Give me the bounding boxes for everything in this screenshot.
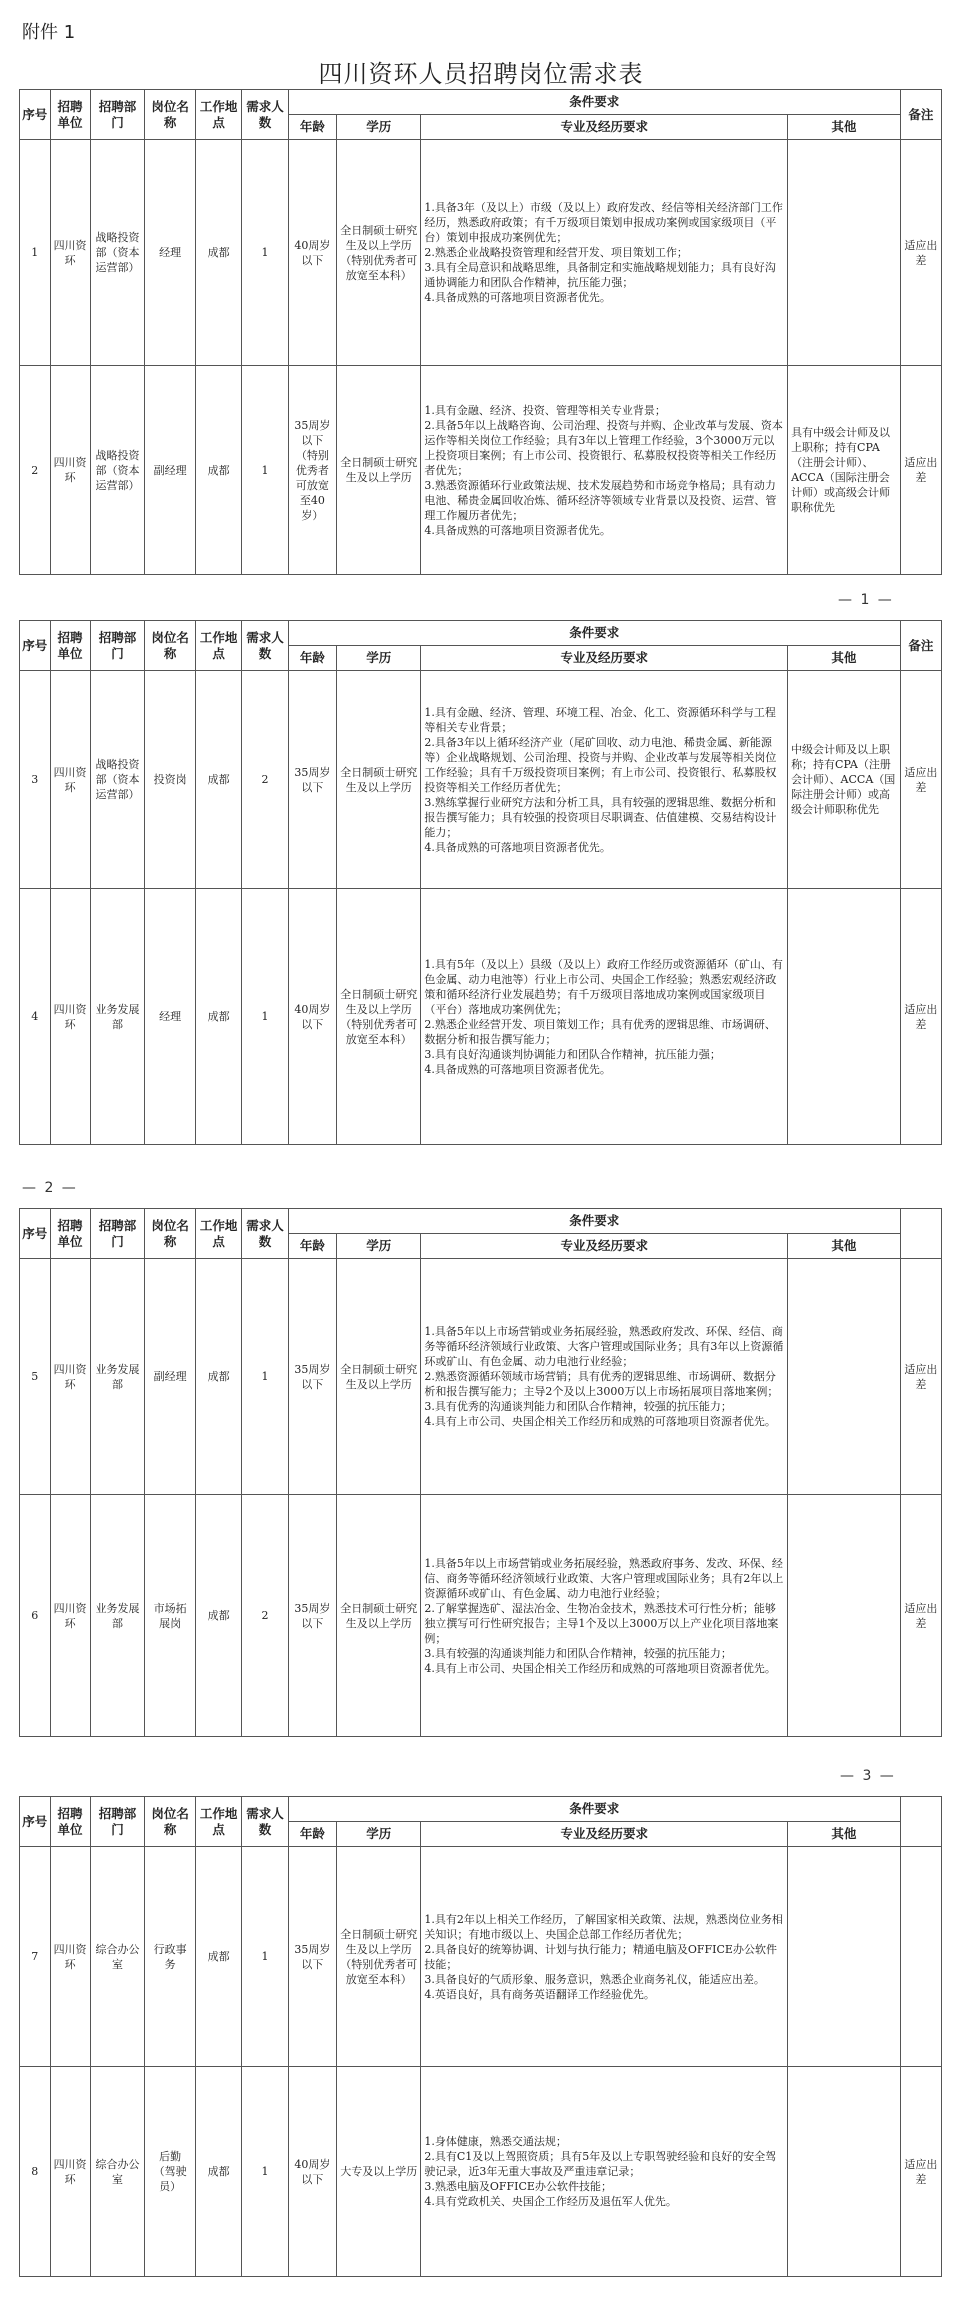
table-row xyxy=(20,1847,942,2067)
cell-age: 35周岁以下 xyxy=(288,1847,336,2067)
requirement-item: 4.具备成熟的可落地项目资源者优先。 xyxy=(424,523,611,537)
cell-headcount: 2 xyxy=(242,671,288,889)
cell-seq: 2 xyxy=(20,366,51,575)
requirement-item: 3.具有全局意识和战略思维，具备制定和实施战略规划能力；具有良好沟通协调能力和团队合作精神，抗压能力强； xyxy=(424,261,776,289)
cell-seq: 5 xyxy=(20,1259,51,1495)
header-education: 学历 xyxy=(337,1234,421,1259)
header-unit: 招聘单位 xyxy=(50,621,90,671)
cell-education: 大专及以上学历 xyxy=(337,2067,421,2277)
requirement-item: 1.身体健康，熟悉交通法规； xyxy=(424,2135,567,2148)
cell-other xyxy=(788,140,901,366)
requirement-item: 2.具备良好的统筹协调、计划与执行能力；精通电脑及OFFICE办公软件技能； xyxy=(424,1942,777,1971)
requirement-item: 2.具备3年以上循环经济产业（尾矿回收、动力电池、稀贵金属、新能源等）企业战略规划、公司治理、投资与并购、企业改革与发展等相关岗位工作经验；具有千万级投资项目案例；有上市公司、投资银行、私募股权投资等相关工作经历者优先； xyxy=(424,735,777,794)
header-headcount: 需求人数 xyxy=(242,621,288,671)
cell-remarks: 适应出差 xyxy=(900,1495,941,1737)
header-row xyxy=(20,1797,942,1822)
header-requirements: 专业及经历要求 xyxy=(421,1822,788,1847)
cell-requirements xyxy=(421,671,788,889)
cell-location: 成都 xyxy=(195,1495,241,1737)
cell-other xyxy=(788,889,901,1145)
cell-position: 副经理 xyxy=(145,366,196,575)
header-seq: 序号 xyxy=(20,1797,51,1847)
header-seq: 序号 xyxy=(20,1209,51,1259)
cell-dept: 业务发展部 xyxy=(90,889,145,1145)
header-age: 年龄 xyxy=(288,115,336,140)
requirement-item: 1.具备5年以上市场营销或业务拓展经验，熟悉政府事务、发改、环保、经信、商务等循环经济领域行业政策、大客户管理或国际业务；具有2年以上资源循环或矿山、有色金属、动力电池行业经验； xyxy=(424,1556,784,1600)
cell-location: 成都 xyxy=(195,1847,241,2067)
cell-location: 成都 xyxy=(195,140,241,366)
cell-age: 40周岁以下 xyxy=(288,140,336,366)
cell-education: 全日制硕士研究生及以上学历 xyxy=(337,671,421,889)
requirement-item: 3.熟悉资源循环行业政策法规、技术发展趋势和市场竞争格局；具有动力电池、稀贵金属回收冶炼、循环经济等领域专业背景以及投资、运营、管理工作履历者优先； xyxy=(424,478,777,522)
header-dept: 招聘部门 xyxy=(90,1209,145,1259)
cell-position: 后勤（驾驶员） xyxy=(145,2067,196,2277)
cell-seq: 6 xyxy=(20,1495,51,1737)
cell-unit: 四川资环 xyxy=(50,140,90,366)
cell-age: 35周岁以下 xyxy=(288,1495,336,1737)
cell-education: 全日制硕士研究生及以上学历 xyxy=(337,1259,421,1495)
cell-headcount: 1 xyxy=(242,2067,288,2277)
requirement-item: 1.具有金融、经济、管理、环境工程、冶金、化工、资源循环科学与工程等相关专业背景； xyxy=(424,705,776,734)
cell-seq: 7 xyxy=(20,1847,51,2067)
cell-unit: 四川资环 xyxy=(50,2067,90,2277)
header-requirements: 专业及经历要求 xyxy=(421,646,788,671)
cell-location: 成都 xyxy=(195,671,241,889)
cell-requirements xyxy=(421,1847,788,2067)
header-other: 其他 xyxy=(788,115,901,140)
cell-unit: 四川资环 xyxy=(50,1495,90,1737)
requirement-item: 4.具有上市公司、央国企相关工作经历和成熟的可落地项目资源者优先。 xyxy=(424,1661,776,1675)
header-row xyxy=(20,621,942,646)
cell-unit: 四川资环 xyxy=(50,1259,90,1495)
header-position: 岗位名称 xyxy=(145,90,196,140)
cell-education: 全日制硕士研究生及以上学历（特别优秀者可放宽至本科） xyxy=(337,1847,421,2067)
cell-unit: 四川资环 xyxy=(50,1847,90,2067)
page-number-2: — 2 — xyxy=(22,1180,78,1196)
header-age: 年龄 xyxy=(288,646,336,671)
requirement-item: 4.具备成熟的可落地项目资源者优先。 xyxy=(424,291,611,304)
header-other: 其他 xyxy=(788,646,901,671)
header-seq: 序号 xyxy=(20,621,51,671)
cell-requirements xyxy=(421,889,788,1145)
table-row xyxy=(20,1495,942,1737)
header-conditions: 条件要求 xyxy=(288,1797,900,1822)
attachment-label: 附件 1 xyxy=(22,22,76,43)
cell-dept: 综合办公室 xyxy=(90,2067,145,2277)
table-row xyxy=(20,889,942,1145)
header-age: 年龄 xyxy=(288,1234,336,1259)
cell-requirements xyxy=(421,366,788,575)
requirement-item: 2.了解掌握选矿、湿法冶金、生物冶金技术，熟悉技术可行性分析；能够独立撰写可行性研究报告；主导1个及以上3000万以上产业化项目落地案例； xyxy=(424,1601,779,1645)
header-education: 学历 xyxy=(337,646,421,671)
cell-remarks: 适应出差 xyxy=(900,366,941,575)
recruitment-table-page-2 xyxy=(19,620,942,1145)
cell-age: 35周岁以下（特别优秀者可放宽至40岁） xyxy=(288,366,336,575)
table-row xyxy=(20,366,942,575)
cell-position: 经理 xyxy=(145,140,196,366)
requirement-item: 3.熟悉电脑及OFFICE办公软件技能； xyxy=(424,2180,612,2193)
cell-position: 行政事务 xyxy=(145,1847,196,2067)
cell-position: 经理 xyxy=(145,889,196,1145)
cell-requirements xyxy=(421,2067,788,2277)
header-remarks-empty xyxy=(900,1209,941,1259)
cell-other xyxy=(788,1495,901,1737)
requirement-item: 1.具备5年以上市场营销或业务拓展经验，熟悉政府发改、环保、经信、商务等循环经济领域行业政策、大客户管理或国际业务；具有3年以上资源循环或矿山、有色金属、动力电池行业经验； xyxy=(424,1325,784,1368)
header-age: 年龄 xyxy=(288,1822,336,1847)
cell-other xyxy=(788,1847,901,2067)
header-unit: 招聘单位 xyxy=(50,1209,90,1259)
table-body xyxy=(20,1797,942,2277)
requirement-item: 2.具备5年以上战略咨询、公司治理、投资与并购、企业改革与发展、资本运作等相关岗位工作经验；具有3年以上管理工作经验，3个3000万元以上投资项目案例；有上市公司、投资银行、私募股权投资等相关工作经历者优先； xyxy=(424,418,783,477)
cell-headcount: 1 xyxy=(242,1259,288,1495)
cell-position: 市场拓展岗 xyxy=(145,1495,196,1737)
requirement-item: 1.具有金融、经济、投资、管理等相关专业背景； xyxy=(424,403,666,417)
cell-headcount: 1 xyxy=(242,140,288,366)
header-other: 其他 xyxy=(788,1234,901,1259)
document-title: 四川资环人员招聘岗位需求表 xyxy=(318,60,644,88)
cell-unit: 四川资环 xyxy=(50,366,90,575)
table-body xyxy=(20,621,942,1145)
header-row xyxy=(20,90,942,115)
cell-other xyxy=(788,2067,901,2277)
cell-age: 40周岁以下 xyxy=(288,2067,336,2277)
requirement-item: 3.具有较强的沟通谈判能力和团队合作精神，较强的抗压能力； xyxy=(424,1646,732,1660)
cell-dept: 战略投资部（资本运营部） xyxy=(90,671,145,889)
requirement-item: 2.具有C1及以上驾照资质；具有5年及以上专职驾驶经验和良好的安全驾驶记录，近3年无重大事故及严重违章记录； xyxy=(424,2150,777,2178)
table-row xyxy=(20,671,942,889)
cell-headcount: 2 xyxy=(242,1495,288,1737)
header-position: 岗位名称 xyxy=(145,1209,196,1259)
cell-age: 35周岁以下 xyxy=(288,671,336,889)
requirement-item: 1.具有5年（及以上）县级（及以上）政府工作经历或资源循环（矿山、有色金属、动力电池等）行业上市公司、央国企工作经验；熟悉宏观经济政策和循环经济行业发展趋势；有千万级项目落地成功案例或国家级项目（平台）落地成功案例优先； xyxy=(424,957,783,1016)
cell-location: 成都 xyxy=(195,366,241,575)
cell-position: 副经理 xyxy=(145,1259,196,1495)
header-conditions: 条件要求 xyxy=(288,90,900,115)
cell-unit: 四川资环 xyxy=(50,671,90,889)
header-conditions: 条件要求 xyxy=(288,1209,900,1234)
cell-age: 40周岁以下 xyxy=(288,889,336,1145)
cell-seq: 3 xyxy=(20,671,51,889)
cell-headcount: 1 xyxy=(242,889,288,1145)
page-number-3: — 3 — xyxy=(840,1768,896,1784)
cell-location: 成都 xyxy=(195,2067,241,2277)
header-seq: 序号 xyxy=(20,90,51,140)
header-location: 工作地点 xyxy=(195,621,241,671)
recruitment-table-page-3 xyxy=(19,1208,942,1737)
header-headcount: 需求人数 xyxy=(242,1209,288,1259)
requirement-item: 2.熟悉资源循环领域市场营销；具有优秀的逻辑思维、市场调研、数据分析和报告撰写能力；主导2个及以上3000万以上市场拓展项目落地案例； xyxy=(424,1370,779,1398)
requirement-item: 4.具有党政机关、央国企工作经历及退伍军人优先。 xyxy=(424,2195,677,2208)
table-row xyxy=(20,2067,942,2277)
header-location: 工作地点 xyxy=(195,90,241,140)
header-dept: 招聘部门 xyxy=(90,621,145,671)
cell-remarks: 适应出差 xyxy=(900,1259,941,1495)
recruitment-table-page-4 xyxy=(19,1796,942,2277)
cell-age: 35周岁以下 xyxy=(288,1259,336,1495)
cell-dept: 业务发展部 xyxy=(90,1495,145,1737)
header-education: 学历 xyxy=(337,1822,421,1847)
header-other: 其他 xyxy=(788,1822,901,1847)
header-remarks: 备注 xyxy=(900,621,941,671)
table-body xyxy=(20,1209,942,1737)
cell-dept: 综合办公室 xyxy=(90,1847,145,2067)
requirement-item: 1.具备3年（及以上）市级（及以上）政府发改、经信等相关经济部门工作经历，熟悉政府政策；有千万级项目策划申报成功案例或国家级项目（平台）策划申报成功案例优先； xyxy=(424,201,783,244)
table-row xyxy=(20,140,942,366)
header-location: 工作地点 xyxy=(195,1797,241,1847)
header-location: 工作地点 xyxy=(195,1209,241,1259)
cell-dept: 业务发展部 xyxy=(90,1259,145,1495)
requirement-item: 2.熟悉企业经营开发、项目策划工作；具有优秀的逻辑思维、市场调研、数据分析和报告撰写能力； xyxy=(424,1017,776,1046)
requirement-item: 3.具有良好沟通谈判协调能力和团队合作精神，抗压能力强； xyxy=(424,1047,721,1061)
cell-other xyxy=(788,1259,901,1495)
cell-education: 全日制硕士研究生及以上学历（特别优秀者可放宽至本科） xyxy=(337,889,421,1145)
cell-seq: 1 xyxy=(20,140,51,366)
cell-remarks: 适应出差 xyxy=(900,2067,941,2277)
cell-location: 成都 xyxy=(195,889,241,1145)
header-remarks: 备注 xyxy=(900,90,941,140)
requirement-item: 4.具备成熟的可落地项目资源者优先。 xyxy=(424,1062,611,1076)
requirement-item: 3.具备良好的气质形象、服务意识，熟悉企业商务礼仪，能适应出差。 xyxy=(424,1972,765,1986)
cell-remarks xyxy=(900,1847,941,2067)
header-position: 岗位名称 xyxy=(145,621,196,671)
cell-other: 具有中级会计师及以上职称；持有CPA（注册会计师）、ACCA（国际注册会计师）或高级会计师职称优先 xyxy=(788,366,901,575)
cell-seq: 4 xyxy=(20,889,51,1145)
header-requirements: 专业及经历要求 xyxy=(421,1234,788,1259)
cell-position: 投资岗 xyxy=(145,671,196,889)
cell-education: 全日制硕士研究生及以上学历 xyxy=(337,1495,421,1737)
header-education: 学历 xyxy=(337,115,421,140)
cell-remarks: 适应出差 xyxy=(900,140,941,366)
cell-education: 全日制硕士研究生及以上学历（特别优秀者可放宽至本科） xyxy=(337,140,421,366)
cell-headcount: 1 xyxy=(242,1847,288,2067)
requirement-item: 1.具有2年以上相关工作经历，了解国家相关政策、法规，熟悉岗位业务相关知识；有地市级以上、央国企总部工作经历者优先； xyxy=(424,1912,783,1941)
header-row xyxy=(20,1209,942,1234)
header-dept: 招聘部门 xyxy=(90,1797,145,1847)
requirement-item: 4.具有上市公司、央国企相关工作经历和成熟的可落地项目资源者优先。 xyxy=(424,1415,776,1428)
requirement-item: 3.熟练掌握行业研究方法和分析工具，具有较强的逻辑思维、数据分析和报告撰写能力；具有较强的投资项目尽职调查、估值建模、交易结构设计能力； xyxy=(424,795,777,839)
requirement-item: 2.熟悉企业战略投资管理和经营开发、项目策划工作； xyxy=(424,246,688,259)
header-requirements: 专业及经历要求 xyxy=(421,115,788,140)
cell-remarks: 适应出差 xyxy=(900,889,941,1145)
header-position: 岗位名称 xyxy=(145,1797,196,1847)
cell-headcount: 1 xyxy=(242,366,288,575)
recruitment-table-page-1 xyxy=(19,89,942,575)
cell-requirements xyxy=(421,1259,788,1495)
cell-requirements xyxy=(421,140,788,366)
cell-location: 成都 xyxy=(195,1259,241,1495)
cell-seq: 8 xyxy=(20,2067,51,2277)
cell-dept: 战略投资部（资本运营部） xyxy=(90,366,145,575)
requirement-item: 4.具备成熟的可落地项目资源者优先。 xyxy=(424,840,611,854)
requirement-item: 4.英语良好，具有商务英语翻译工作经验优先。 xyxy=(424,1987,655,2001)
cell-requirements xyxy=(421,1495,788,1737)
cell-dept: 战略投资部（资本运营部） xyxy=(90,140,145,366)
cell-remarks: 适应出差 xyxy=(900,671,941,889)
header-unit: 招聘单位 xyxy=(50,1797,90,1847)
cell-unit: 四川资环 xyxy=(50,889,90,1145)
table-body xyxy=(20,90,942,575)
header-headcount: 需求人数 xyxy=(242,1797,288,1847)
header-dept: 招聘部门 xyxy=(90,90,145,140)
header-unit: 招聘单位 xyxy=(50,90,90,140)
requirement-item: 3.具有优秀的沟通谈判能力和团队合作精神，较强的抗压能力； xyxy=(424,1400,732,1413)
header-conditions: 条件要求 xyxy=(288,621,900,646)
cell-education: 全日制硕士研究生及以上学历 xyxy=(337,366,421,575)
table-row xyxy=(20,1259,942,1495)
header-remarks-empty xyxy=(900,1797,941,1847)
page-number-1: — 1 — xyxy=(838,592,894,608)
cell-other: 中级会计师及以上职称；持有CPA（注册会计师）、ACCA（国际注册会计师）或高级会计师职称优先 xyxy=(788,671,901,889)
header-headcount: 需求人数 xyxy=(242,90,288,140)
